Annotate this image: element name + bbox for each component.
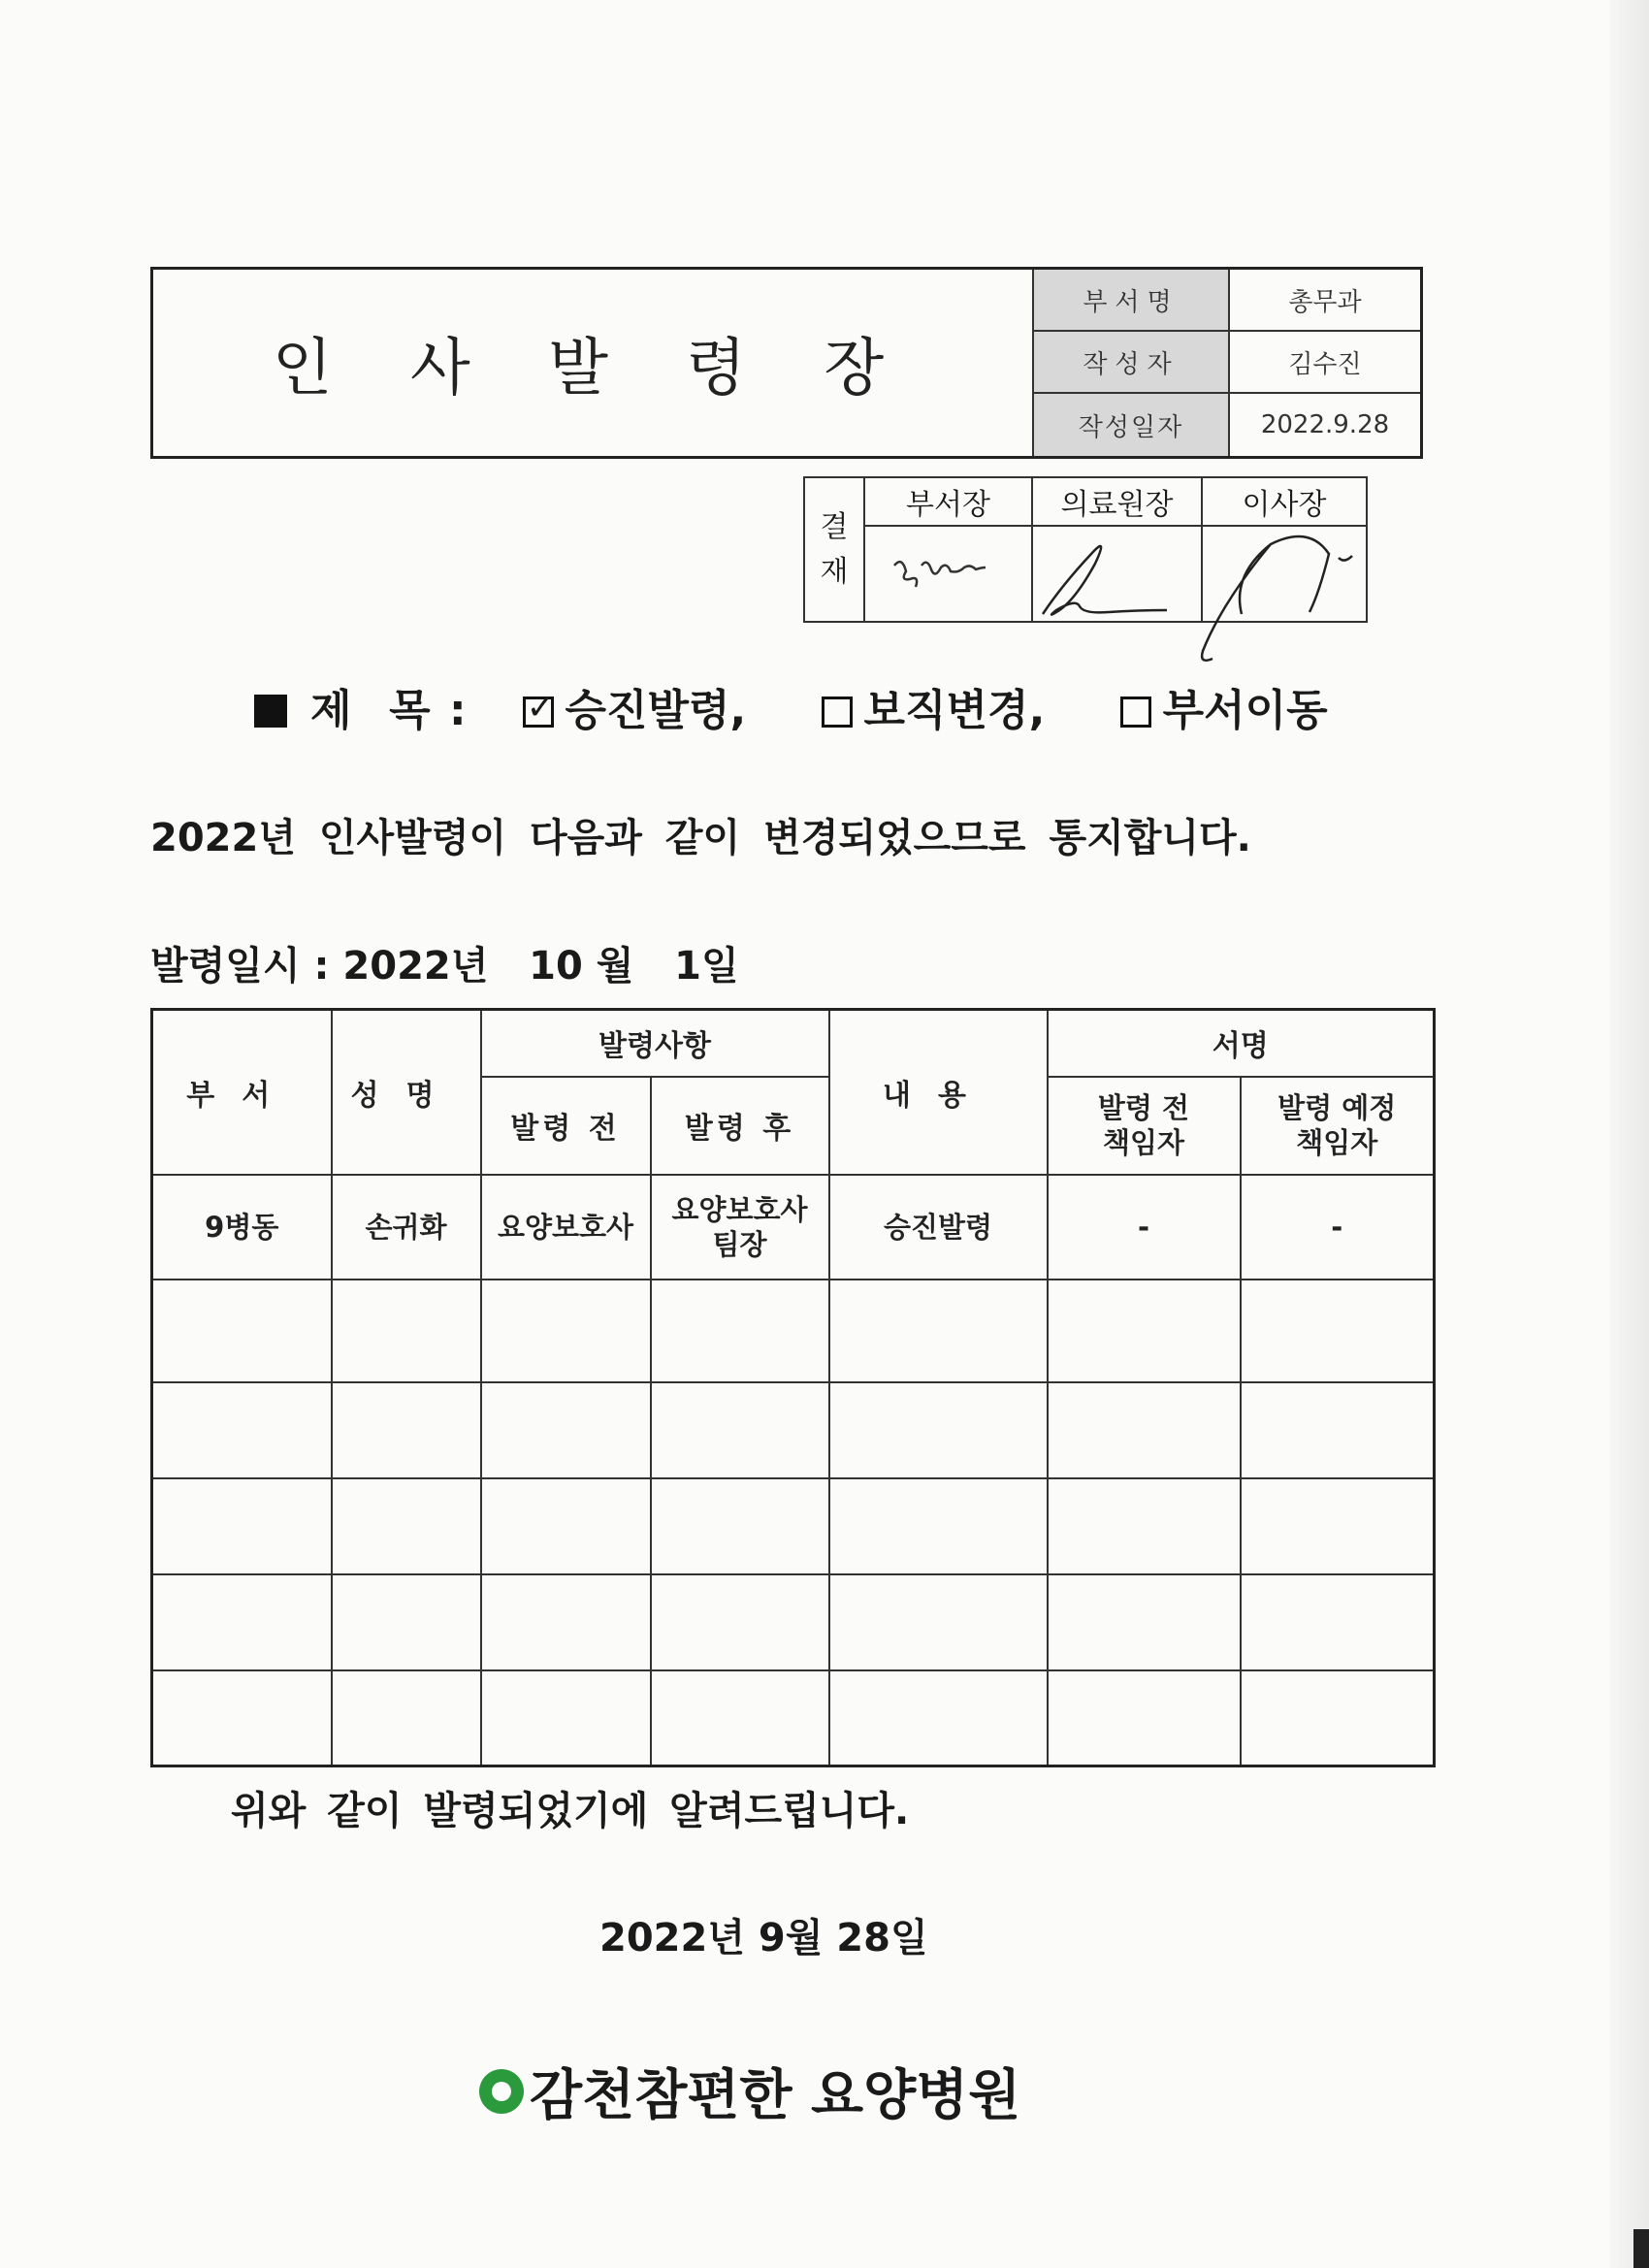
bullet-square-icon — [254, 695, 287, 728]
cell-line: 요양보호사 — [671, 1192, 808, 1226]
organization-name — [479, 2053, 1020, 2130]
approval-column-title: 의료원장 — [1033, 478, 1201, 527]
cell-before: 요양보호사 — [481, 1175, 651, 1280]
header-order: 발령사항 — [481, 1010, 829, 1077]
approval-side-char: 결 — [820, 509, 849, 544]
subject-label: 제 목 : — [310, 686, 467, 735]
option-label: 보직변경, — [863, 686, 1046, 735]
approval-side-label — [805, 478, 865, 621]
effective-date: 발령일시 : 2022년 10 월 1일 — [150, 944, 739, 988]
approval-side-char: 재 — [820, 554, 849, 589]
cell-line: 팀장 — [712, 1227, 767, 1261]
scan-page-edge — [1610, 0, 1649, 2268]
meta-label: 작성자 — [1034, 332, 1230, 392]
table-row-empty — [152, 1574, 1435, 1670]
meta-row-author — [1034, 332, 1420, 394]
meta-row-date — [1034, 394, 1420, 456]
table-row-empty — [152, 1670, 1435, 1766]
scan-corner-mark — [1633, 2229, 1649, 2268]
header-line: 발령 예정 — [1277, 1091, 1397, 1124]
organization-label: 감천참편한 요양병원 — [530, 2064, 1021, 2127]
cell-after — [651, 1175, 829, 1280]
handwritten-signature — [865, 527, 1031, 619]
cell-sign-before: - — [1048, 1175, 1241, 1280]
table-row-empty — [152, 1382, 1435, 1478]
header-dept: 부서 — [152, 1010, 332, 1175]
personnel-order-table — [150, 1008, 1436, 1767]
document-meta-grid — [1034, 270, 1420, 456]
approval-column-title: 부서장 — [865, 478, 1031, 527]
table-header-row — [152, 1010, 1435, 1077]
table-row-empty — [152, 1280, 1435, 1382]
subject-line — [254, 675, 1328, 737]
meta-value: 김수진 — [1288, 349, 1362, 379]
header-after: 발령 후 — [651, 1077, 829, 1175]
checkbox-department-transfer[interactable] — [1120, 697, 1151, 728]
approval-box — [803, 476, 1368, 623]
approval-column-title: 이사장 — [1203, 478, 1366, 527]
approval-column — [865, 478, 1033, 621]
closing-text: 위와 같이 발령되었기에 알려드립니다. — [231, 1789, 910, 1833]
approval-column — [1203, 478, 1366, 621]
meta-label: 부서명 — [1034, 270, 1230, 330]
cell-sign-after: - — [1241, 1175, 1435, 1280]
signature-chairman — [1203, 527, 1366, 619]
cell-dept: 9병동 — [152, 1175, 332, 1280]
header-sign-after — [1241, 1077, 1435, 1175]
handwritten-signature — [1203, 527, 1366, 653]
table-row-empty — [152, 1478, 1435, 1574]
handwritten-signature — [1033, 527, 1201, 619]
approval-column — [1033, 478, 1203, 621]
header-sign-before — [1048, 1077, 1241, 1175]
signature-director — [1033, 527, 1201, 619]
meta-label: 작성일자 — [1034, 394, 1230, 456]
header-line: 발령 전 — [1097, 1091, 1190, 1124]
document-header — [150, 267, 1423, 459]
meta-value: 2022.9.28 — [1260, 410, 1390, 439]
cell-content: 승진발령 — [829, 1175, 1048, 1280]
option-label: 승진발령, — [565, 686, 747, 735]
hospital-logo-icon — [479, 2069, 524, 2114]
header-line: 책임자 — [1102, 1126, 1185, 1159]
header-line: 책임자 — [1296, 1126, 1378, 1159]
document-title: 인 사 발 령 장 — [153, 270, 1034, 456]
notice-text: 2022년 인사발령이 다음과 같이 변경되었으므로 통지합니다. — [150, 816, 1251, 860]
meta-value: 총무과 — [1288, 287, 1362, 317]
checkbox-position-change[interactable] — [822, 697, 853, 728]
header-content: 내용 — [829, 1010, 1048, 1175]
table-row — [152, 1175, 1435, 1280]
meta-row-department — [1034, 270, 1420, 332]
cell-name: 손귀화 — [332, 1175, 481, 1280]
checkbox-promotion[interactable] — [523, 697, 554, 728]
header-sign: 서명 — [1048, 1010, 1435, 1077]
signature-dept-head — [865, 527, 1031, 619]
sign-date: 2022년 9월 28일 — [599, 1916, 928, 1960]
option-label: 부서이동 — [1162, 686, 1328, 735]
header-name: 성명 — [332, 1010, 481, 1175]
header-before: 발령 전 — [481, 1077, 651, 1175]
